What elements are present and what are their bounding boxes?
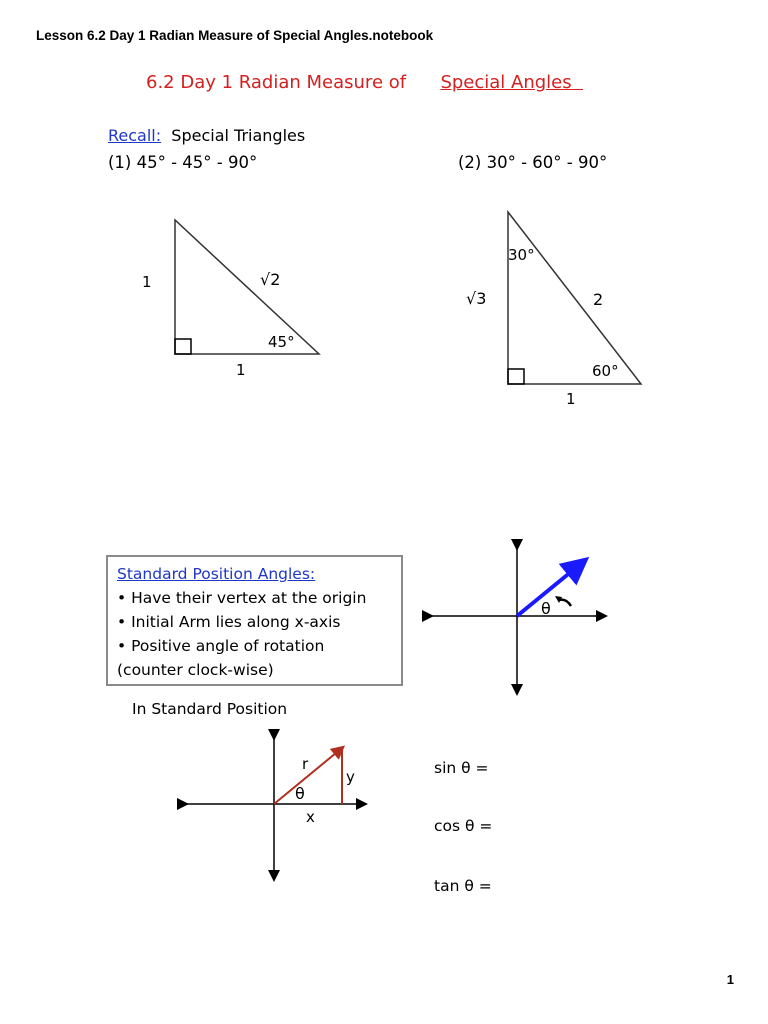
tan-ratio: tan θ = bbox=[434, 877, 492, 895]
tri1-side-horizontal: 1 bbox=[236, 361, 246, 379]
label-theta: θ bbox=[295, 784, 305, 803]
tri1-hypotenuse: √2 bbox=[260, 270, 281, 289]
tri2-side-vertical: √3 bbox=[466, 289, 487, 308]
standard-position-box bbox=[106, 555, 403, 686]
tri2-side-horizontal: 1 bbox=[566, 390, 576, 408]
label-r: r bbox=[302, 755, 309, 773]
page-number: 1 bbox=[726, 972, 734, 987]
label-x: x bbox=[306, 808, 315, 826]
standard-box-title: Standard Position Angles: bbox=[117, 565, 316, 583]
right-angle-marker bbox=[508, 369, 524, 384]
diagram1-theta: θ bbox=[541, 599, 551, 618]
tri2-angle-bottom: 60° bbox=[592, 362, 619, 380]
cos-ratio: cos θ = bbox=[434, 817, 493, 835]
tri2-hypotenuse: 2 bbox=[593, 290, 604, 309]
page-title-main: 6.2 Day 1 Radian Measure of bbox=[146, 72, 407, 93]
standard-box-bullet: • Initial Arm lies along x-axis bbox=[117, 613, 341, 631]
tri1-angle: 45° bbox=[268, 333, 295, 351]
triangle2-heading: (2) 30° - 60° - 90° bbox=[458, 153, 608, 172]
tri1-side-vertical: 1 bbox=[142, 273, 152, 291]
standard-box-bullet: • Positive angle of rotation bbox=[117, 637, 325, 655]
standard-box-note: (counter clock-wise) bbox=[117, 661, 274, 679]
recall-text: Special Triangles bbox=[171, 126, 306, 145]
triangle-30-60-90 bbox=[508, 212, 641, 384]
standard-box-bullet: • Have their vertex at the origin bbox=[117, 589, 367, 607]
tri2-angle-top: 30° bbox=[508, 246, 535, 264]
standard-position-axes bbox=[428, 545, 602, 690]
triangle-45-45-90 bbox=[175, 220, 319, 354]
reference-triangle-diagram bbox=[183, 735, 362, 876]
right-angle-marker bbox=[175, 339, 191, 354]
notebook-header: Lesson 6.2 Day 1 Radian Measure of Special Angles.notebook bbox=[36, 28, 434, 43]
triangle1-heading: (1) 45° - 45° - 90° bbox=[108, 153, 258, 172]
page-title-underlined: Special Angles bbox=[440, 72, 572, 93]
in-standard-label: In Standard Position bbox=[132, 700, 288, 718]
rotation-arrow-icon bbox=[559, 600, 571, 606]
sin-ratio: sin θ = bbox=[434, 759, 489, 777]
label-y: y bbox=[346, 768, 355, 786]
recall-label: Recall: bbox=[108, 126, 162, 145]
